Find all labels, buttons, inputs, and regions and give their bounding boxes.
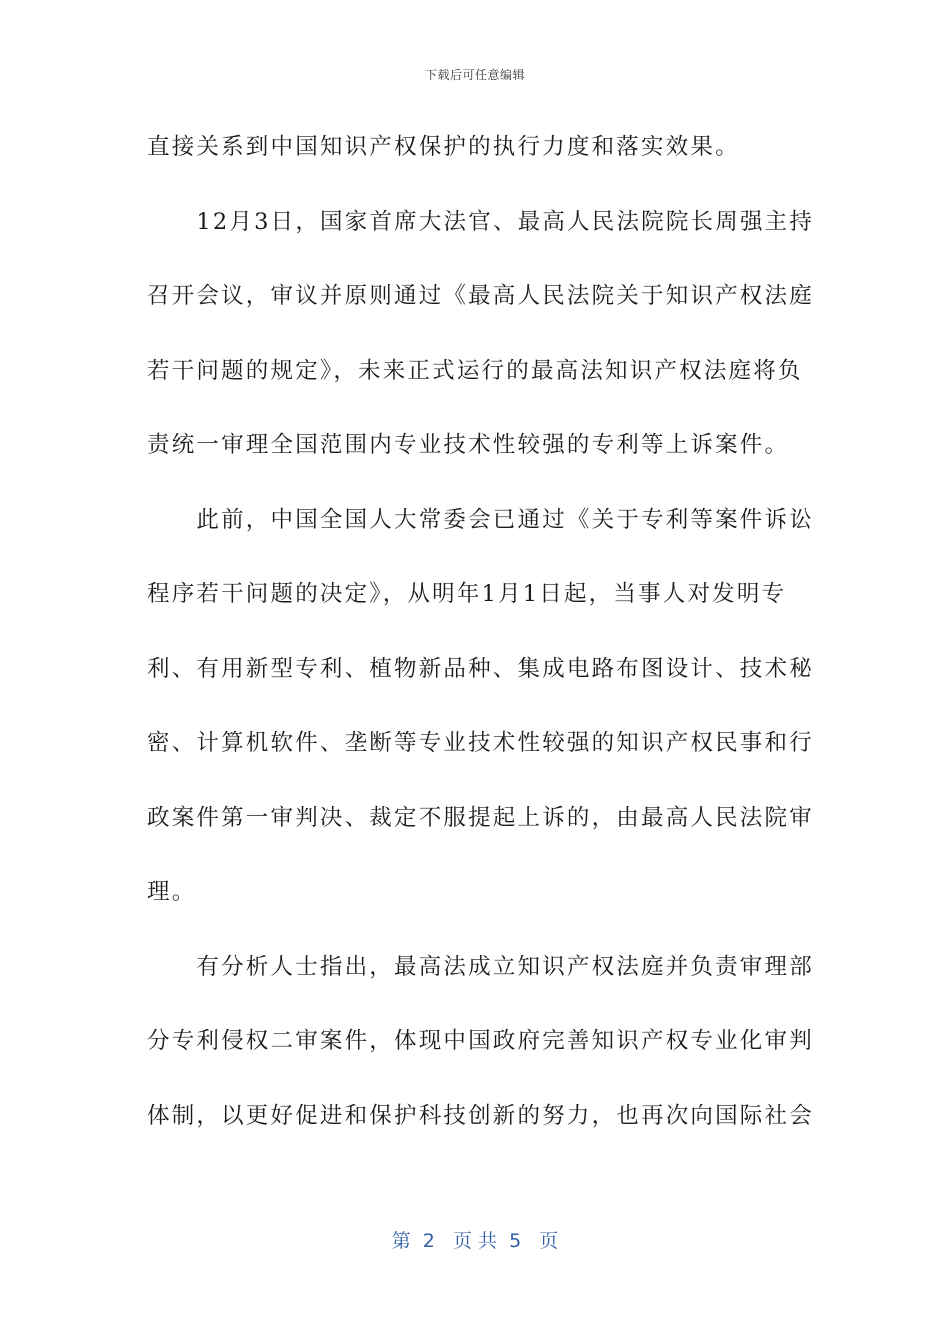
text-line: 有分析人士指出，最高法成立知识产权法庭并负责审理部 — [147, 953, 814, 980]
text-line: 12月3日，国家首席大法官、最高人民法院院长周强主持 — [147, 208, 815, 235]
document-body — [147, 122, 815, 1165]
text-line: 若干问题的规定》，未来正式运行的最高法知识产权法庭将负 — [147, 357, 803, 384]
text-line: 密、计算机软件、垄断等专业技术性较强的知识产权民事和行 — [147, 730, 814, 756]
header-note: 下载后可任意编辑 — [424, 68, 525, 82]
text-line: 分专利侵权二审案件，体现中国政府完善知识产权专业化审判 — [147, 1028, 814, 1054]
text-line: 理。 — [147, 879, 197, 905]
text-line: 此前，中国全国人大常委会已通过《关于专利等案件诉讼 — [147, 506, 814, 533]
text-line: 责统一审理全国范围内专业技术性较强的专利等上诉案件。 — [147, 432, 790, 458]
text-line: 政案件第一审判决、裁定不服提起上诉的，由最高人民法院审 — [147, 804, 814, 831]
text-line: 直接关系到中国知识产权保护的执行力度和落实效果。 — [147, 134, 740, 160]
text-line: 召开会议，审议并原则通过《最高人民法院关于知识产权法庭 — [147, 283, 814, 309]
text-line: 程序若干问题的决定》，从明年1月1日起，当事人对发明专 — [147, 581, 787, 607]
text-line: 利、有用新型专利、植物新品种、集成电路布图设计、技术秘 — [147, 655, 814, 682]
text-line: 体制，以更好促进和保护科技创新的努力，也再次向国际社会 — [147, 1102, 814, 1129]
page-number-footer: 第 2 页 共 5 页 — [391, 1230, 559, 1252]
